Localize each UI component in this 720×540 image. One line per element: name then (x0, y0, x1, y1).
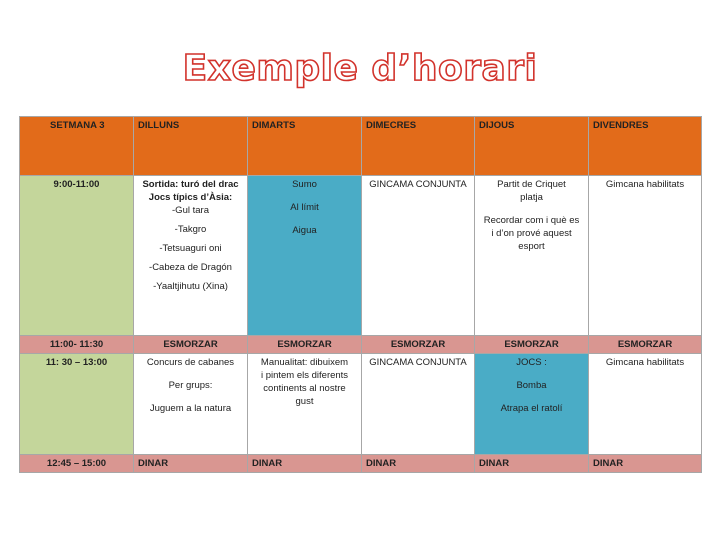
list-item: -Takgro (174, 224, 207, 235)
wednesday-midday-cell: GINCAMA CONJUNTA (362, 354, 475, 455)
friday-midday-cell: Gimcana habilitats (589, 354, 702, 455)
break-cell-tuesday: ESMORZAR (248, 336, 362, 354)
wednesday-morning-cell: GINCAMA CONJUNTA (362, 176, 475, 336)
lunch-row (20, 455, 702, 473)
lunch-cell-wednesday: DINAR (362, 455, 475, 473)
monday-morning-subtitle: Jocs típics d’Àsia: (148, 192, 233, 203)
list-item: Bomba (516, 380, 547, 391)
lunch-cell-tuesday: DINAR (248, 455, 362, 473)
list-item: platja (520, 192, 543, 203)
lunch-cell-monday: DINAR (134, 455, 248, 473)
monday-morning-cell (134, 176, 248, 336)
list-item: Atrapa el ratolí (500, 403, 563, 414)
friday-morning-cell: Gimcana habilitats (589, 176, 702, 336)
time-cell-morning: 9:00-11:00 (20, 176, 134, 336)
monday-morning-title: Sortida: turó del drac (142, 179, 239, 190)
list-item: Sumo (292, 179, 317, 190)
list-item: Partit de Criquet (497, 179, 566, 190)
header-cell-tuesday: DIMARTS (248, 117, 362, 176)
list-item: Per grups: (168, 380, 213, 391)
lunch-cell-thursday: DINAR (475, 455, 589, 473)
list-item: Manualitat: dibuixem (260, 357, 349, 368)
midday-block-row (20, 354, 702, 455)
page-title: Exemple d’horari (182, 48, 538, 89)
time-cell-lunch: 12:45 – 15:00 (20, 455, 134, 473)
break-cell-thursday: ESMORZAR (475, 336, 589, 354)
list-item: continents al nostre (263, 383, 346, 394)
schedule-table (19, 116, 702, 473)
break-cell-wednesday: ESMORZAR (362, 336, 475, 354)
morning-block-row (20, 176, 702, 336)
list-item: esport (518, 241, 545, 252)
break-row (20, 336, 702, 354)
time-cell-break: 11:00- 11:30 (20, 336, 134, 354)
list-item: -Tetsuaguri oni (159, 243, 222, 254)
break-cell-monday: ESMORZAR (134, 336, 248, 354)
list-item: Juguem a la natura (149, 403, 232, 414)
tuesday-morning-cell (248, 176, 362, 336)
header-cell-friday: DIVENDRES (589, 117, 702, 176)
list-item: i pintem els diferents (260, 370, 349, 381)
break-cell-friday: ESMORZAR (589, 336, 702, 354)
header-cell-monday: DILLUNS (134, 117, 248, 176)
list-item: -Cabeza de Dragón (149, 262, 232, 273)
header-cell-wednesday: DIMECRES (362, 117, 475, 176)
list-item: Concurs de cabanes (146, 357, 235, 368)
list-item: -Gul tara (172, 205, 209, 216)
thursday-midday-cell (475, 354, 589, 455)
header-row (20, 117, 702, 176)
list-item: Al límit (290, 202, 319, 213)
list-item: i d’on prové aquest (491, 228, 572, 239)
list-item: Aigua (292, 225, 317, 236)
list-item: JOCS : (516, 357, 547, 368)
header-cell-week: SETMANA 3 (20, 117, 134, 176)
header-cell-thursday: DIJOUS (475, 117, 589, 176)
time-cell-midday: 11: 30 – 13:00 (20, 354, 134, 455)
list-item: Recordar com i què es (483, 215, 580, 226)
monday-midday-cell (134, 354, 248, 455)
list-item: -Yaaltjihutu (Xina) (153, 281, 228, 292)
lunch-cell-friday: DINAR (589, 455, 702, 473)
thursday-morning-cell (475, 176, 589, 336)
list-item: gust (295, 396, 314, 407)
tuesday-midday-cell (248, 354, 362, 455)
